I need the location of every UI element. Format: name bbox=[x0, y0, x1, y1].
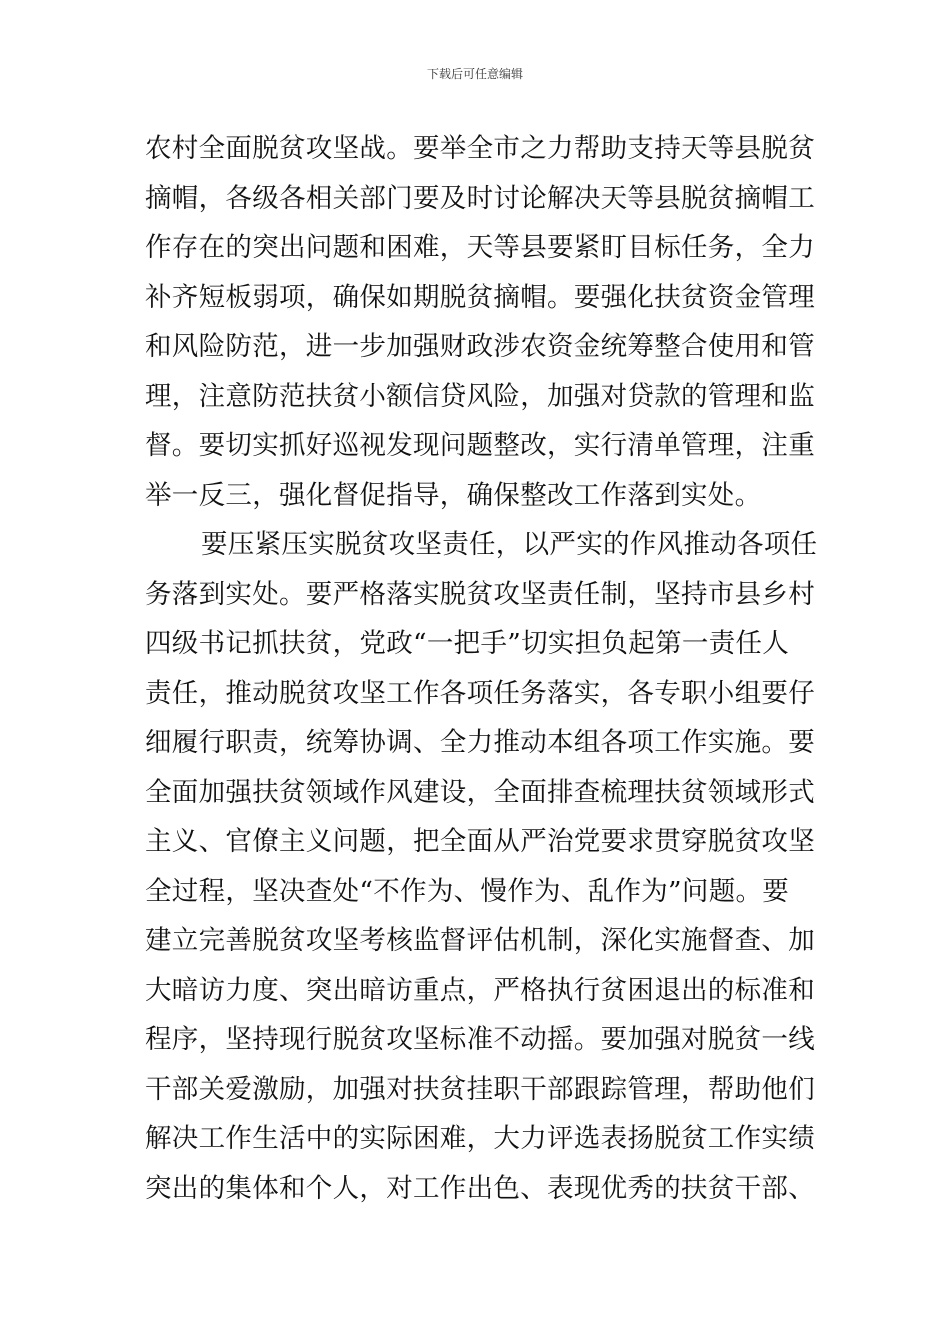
text-line: 作存在的突出问题和困难，天等县要紧盯目标任务，全力 bbox=[145, 232, 815, 263]
text-line: 摘帽，各级各相关部门要及时讨论解决天等县脱贫摘帽工 bbox=[145, 182, 815, 214]
text-line: 和风险防范，进一步加强财政涉农资金统筹整合使用和管 bbox=[145, 331, 815, 362]
document-body bbox=[145, 124, 818, 1213]
page-header-note: 下载后可任意编辑 bbox=[426, 67, 523, 81]
text-line: 大暗访力度、突出暗访重点，严格执行贫困退出的标准和 bbox=[145, 974, 815, 1006]
text-line: 举一反三，强化督促指导，确保整改工作落到实处。 bbox=[145, 479, 762, 511]
paragraph-start-line: 要压紧压实脱贫攻坚责任，以严实的作风推动各项任 bbox=[201, 529, 818, 560]
text-line: 干部关爱激励，加强对扶贫挂职干部跟踪管理，帮助他们 bbox=[145, 1073, 815, 1105]
text-line: 全面加强扶贫领域作风建设，全面排查梳理扶贫领域形式 bbox=[145, 776, 815, 808]
text-line: 程序，坚持现行脱贫攻坚标准不动摇。要加强对脱贫一线 bbox=[145, 1024, 815, 1055]
text-line: 农村全面脱贫攻坚战。要举全市之力帮助支持天等县脱贫 bbox=[145, 133, 815, 164]
text-line: 全过程，坚决查处“不作为、慢作为、乱作为”问题。要 bbox=[145, 875, 790, 907]
text-line: 建立完善脱贫攻坚考核监督评估机制，深化实施督查、加 bbox=[145, 925, 815, 956]
text-line: 务落到实处。要严格落实脱贫攻坚责任制，坚持市县乡村 bbox=[145, 578, 815, 610]
text-line: 解决工作生活中的实际困难，大力评选表扬脱贫工作实绩 bbox=[145, 1123, 815, 1154]
text-line: 细履行职责，统筹协调、全力推动本组各项工作实施。要 bbox=[145, 727, 815, 758]
text-line: 责任，推动脱贫攻坚工作各项任务落实，各专职小组要仔 bbox=[145, 677, 815, 709]
text-line: 理，注意防范扶贫小额信贷风险，加强对贷款的管理和监 bbox=[145, 380, 815, 412]
text-line: 突出的集体和个人，对工作出色、表现优秀的扶贫干部、 bbox=[145, 1172, 815, 1204]
text-line: 补齐短板弱项，确保如期脱贫摘帽。要强化扶贫资金管理 bbox=[145, 281, 815, 313]
text-line: 督。要切实抓好巡视发现问题整改，实行清单管理，注重 bbox=[145, 430, 815, 461]
text-line: 四级书记抓扶贫，党政“一把手”切实担负起第一责任人 bbox=[145, 628, 790, 659]
text-line: 主义、官僚主义问题，把全面从严治党要求贯穿脱贫攻坚 bbox=[145, 826, 815, 857]
